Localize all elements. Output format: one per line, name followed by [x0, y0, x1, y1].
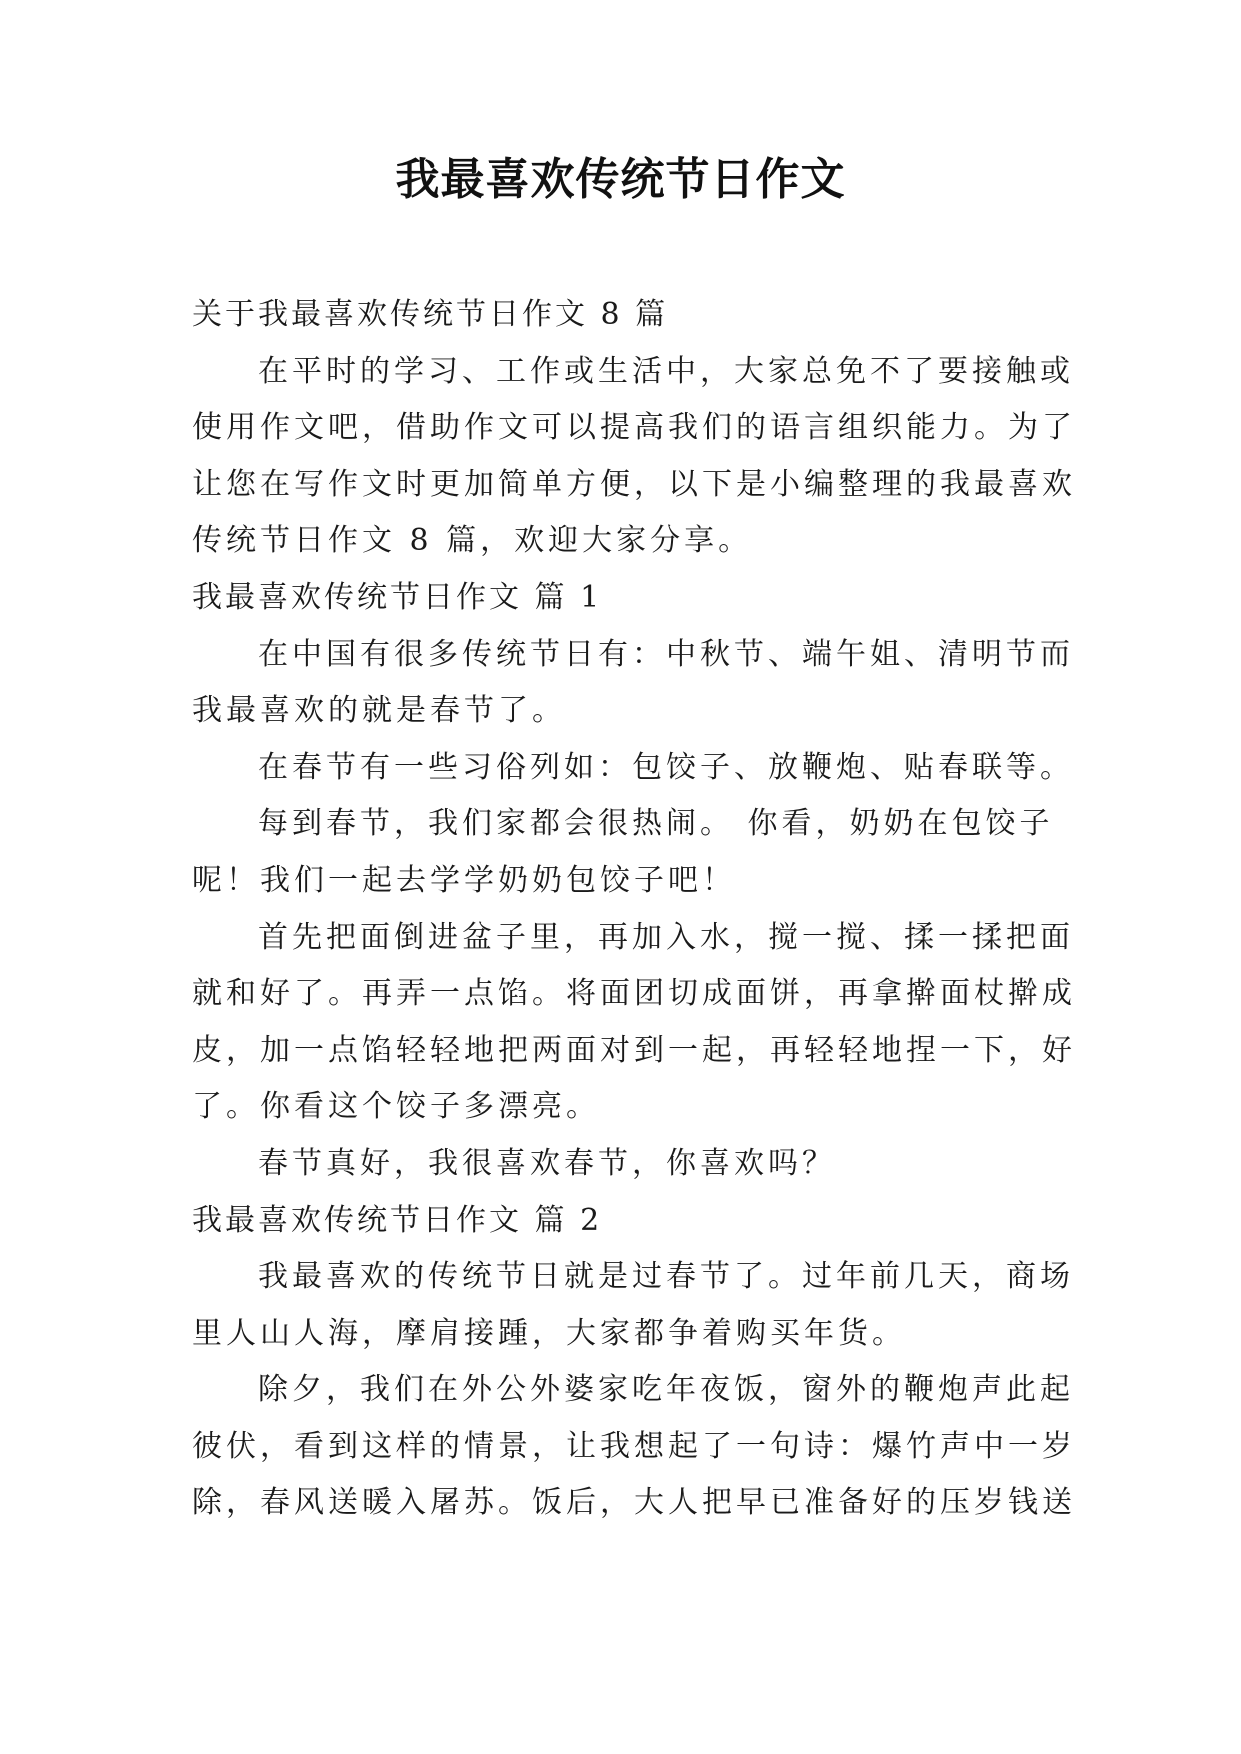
paragraph-line: 使用作文吧，借助作文可以提高我们的语言组织能力。为了 [192, 410, 1076, 446]
paragraph-line: 我最喜欢的就是春节了。 [192, 693, 566, 729]
document-body [192, 287, 1076, 1532]
paragraph-line: 在春节有一些习俗列如：包饺子、放鞭炮、贴春联等。 [258, 749, 1074, 785]
paragraph-line: 在平时的学习、工作或生活中，大家总免不了要接触或 [258, 353, 1074, 389]
paragraph-line: 让您在写作文时更加简单方便，以下是小编整理的我最喜欢 [192, 466, 1076, 502]
paragraph-line: 传统节日作文 8 篇，欢迎大家分享。 [192, 523, 753, 559]
paragraph-line: 春节真好，我很喜欢春节，你喜欢吗？ [258, 1145, 836, 1181]
paragraph-line: 就和好了。再弄一点馅。将面团切成面饼，再拿擀面杖擀成 [192, 976, 1076, 1012]
paragraph-line: 除夕，我们在外公外婆家吃年夜饭，窗外的鞭炮声此起 [258, 1372, 1074, 1408]
section-heading: 我最喜欢传统节日作文 篇 1 [192, 579, 603, 615]
paragraph-line: 首先把面倒进盆子里，再加入水，搅一搅、揉一揉把面 [258, 919, 1074, 955]
section-heading: 关于我最喜欢传统节日作文 8 篇 [192, 297, 669, 332]
paragraph-line: 了。你看这个饺子多漂亮。 [192, 1089, 600, 1125]
paragraph-line: 里人山人海，摩肩接踵，大家都争着购买年货。 [192, 1315, 906, 1351]
paragraph-line: 皮，加一点馅轻轻地把两面对到一起，再轻轻地捏一下，好 [192, 1032, 1076, 1068]
paragraph-line: 呢！我们一起去学学奶奶包饺子吧！ [192, 862, 736, 898]
paragraph-line: 我最喜欢的传统节日就是过春节了。过年前几天，商场 [258, 1259, 1074, 1295]
paragraph-line: 彼伏，看到这样的情景，让我想起了一句诗：爆竹声中一岁 [192, 1428, 1076, 1464]
document-title: 我最喜欢传统节日作文 [395, 154, 846, 205]
paragraph-line: 除，春风送暖入屠苏。饭后，大人把早已准备好的压岁钱送 [192, 1485, 1076, 1521]
paragraph-line: 每到春节，我们家都会很热闹。 你看，奶奶在包饺子 [258, 806, 1054, 842]
paragraph-line: 在中国有很多传统节日有：中秋节、端午姐、清明节而 [258, 636, 1074, 672]
section-heading: 我最喜欢传统节日作文 篇 2 [192, 1202, 603, 1238]
